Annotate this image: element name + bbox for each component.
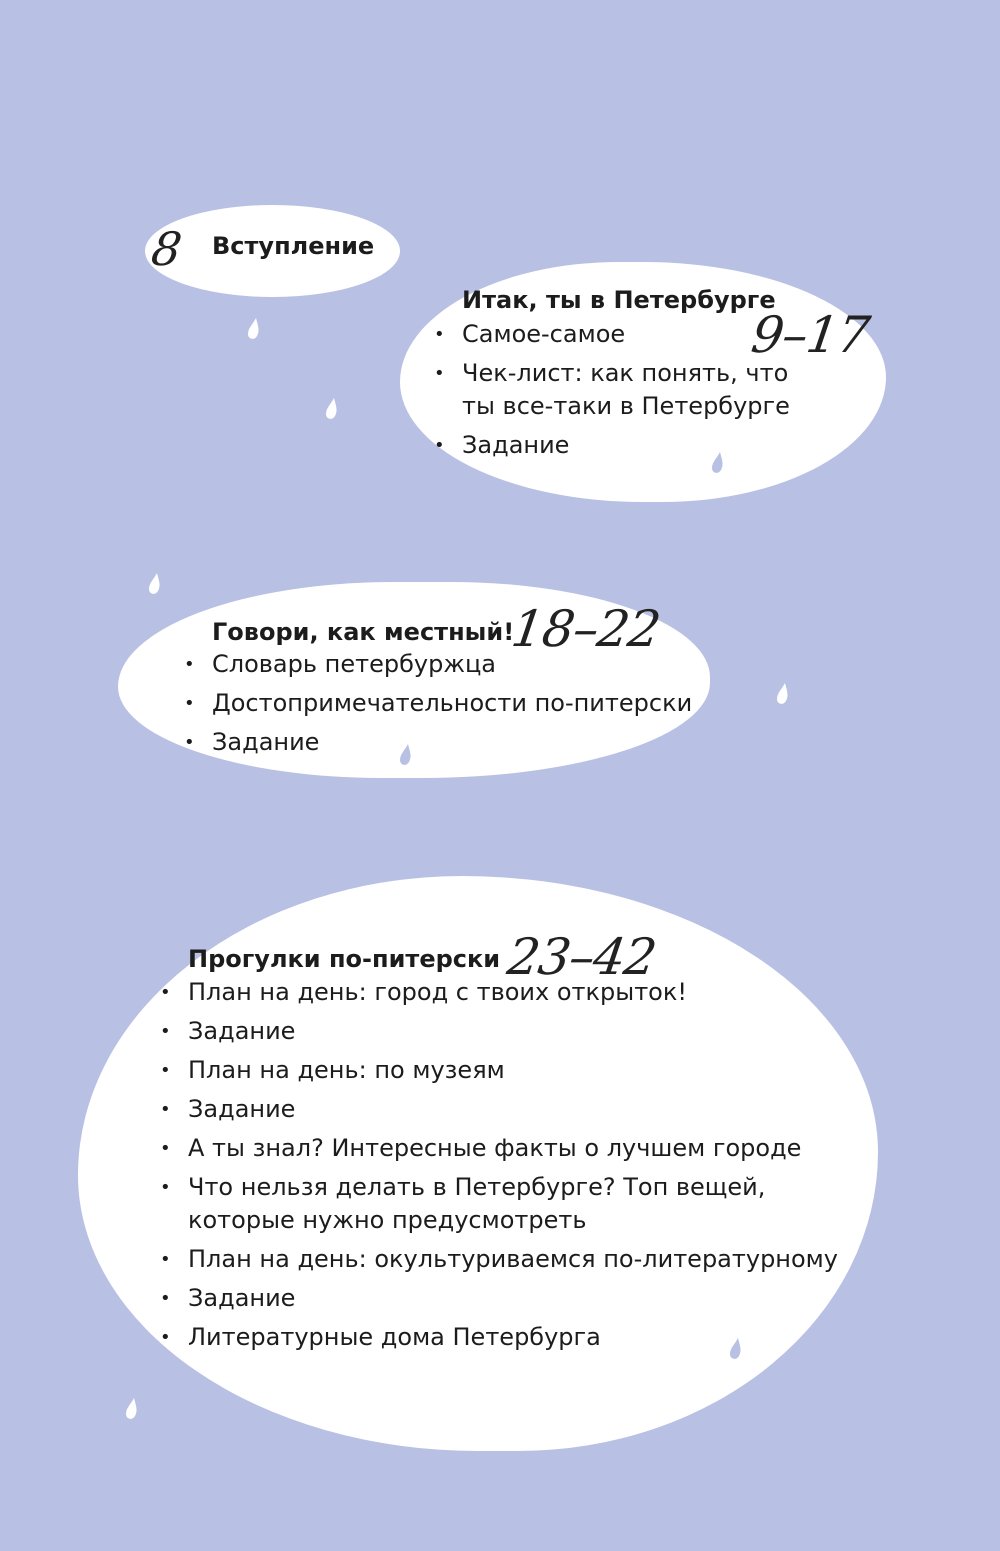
raindrop-icon [398,744,412,766]
list-item[interactable]: • Задание [160,1284,296,1312]
list-item[interactable]: • А ты знал? Интересные факты о лучшем городе [160,1134,802,1162]
raindrop-icon [246,318,260,340]
list-item[interactable]: • Задание [434,431,570,459]
list-item[interactable]: • Чек-лист: как понять, что ты все-таки в Петербурге [434,359,790,420]
list-item[interactable]: • Самое-самое [434,320,626,348]
section-title[interactable]: Прогулки по-питерски [188,945,501,973]
section-title[interactable]: Говори, как местный! [212,618,515,646]
list-item[interactable]: • Литературные дома Петербурга [160,1323,601,1351]
section-item-list [434,318,790,468]
section-title[interactable]: Итак, ты в Петербурге [462,286,776,314]
page-number: 8 [148,222,185,276]
list-item[interactable]: • План на день: по музеям [160,1056,505,1084]
list-item[interactable]: • Что нельзя делать в Петербурге? Топ вещей, которые нужно предусмотреть [160,1173,766,1234]
raindrop-icon [324,398,338,420]
section-item-list [184,648,693,765]
list-item[interactable]: • Задание [160,1095,296,1123]
list-item[interactable]: • Достопримечательности по-питерски [184,689,693,717]
raindrop-icon [124,1398,138,1420]
list-item[interactable]: • Задание [184,728,320,756]
list-item[interactable]: • Словарь петербуржца [184,650,496,678]
page-range: 9–17 [747,306,873,364]
raindrop-icon [775,683,789,705]
section-title[interactable]: Вступление [212,232,375,260]
section-item-list [160,976,838,1360]
list-item[interactable]: • План на день: город с твоих открыток! [160,978,687,1006]
list-item[interactable]: • Задание [160,1017,296,1045]
page-range: 23–42 [503,928,660,986]
page-range: 18–22 [507,600,664,658]
list-item[interactable]: • План на день: окультуриваемся по-литературному [160,1245,838,1273]
raindrop-icon [710,452,724,474]
raindrop-icon [147,573,161,595]
raindrop-icon [728,1338,742,1360]
